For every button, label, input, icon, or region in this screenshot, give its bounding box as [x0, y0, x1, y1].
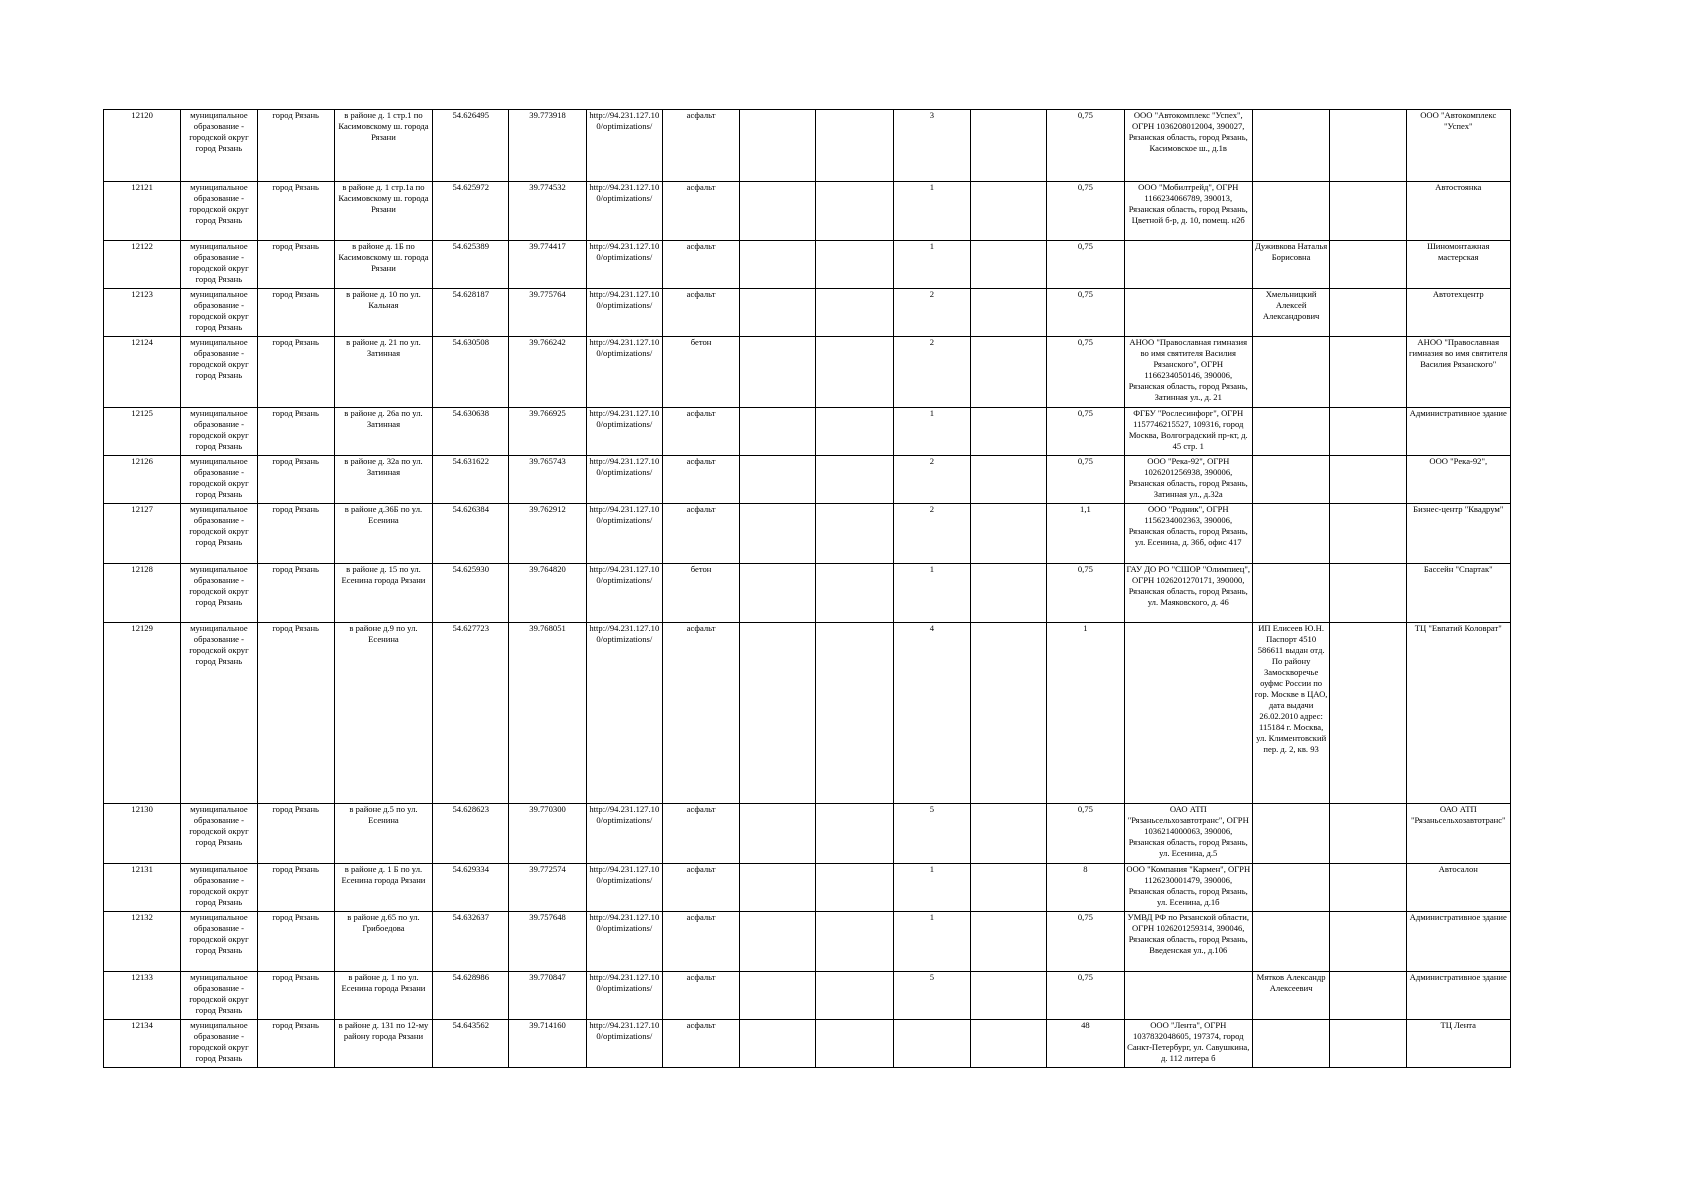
table-row [104, 408, 1511, 456]
cell-empty [740, 110, 816, 182]
cell-municipality: муниципальное образование - городской округ город Рязань [181, 289, 257, 337]
cell-owner-legal [1124, 241, 1252, 289]
cell-surface: асфальт [662, 804, 739, 864]
cell-owner-person [1252, 564, 1329, 623]
cell-container-volume: 0,75 [1047, 804, 1124, 864]
cell-latitude: 54.632637 [433, 912, 509, 972]
cell-container-count: 1 [893, 912, 970, 972]
cell-empty [740, 182, 816, 241]
cell-url: http://94.231.127.10 0/optimizations/ [586, 337, 662, 408]
cell-owner-person [1252, 864, 1329, 912]
cell-empty [1330, 1020, 1406, 1068]
cell-city: город Рязань [257, 564, 334, 623]
cell-url: http://94.231.127.10 0/optimizations/ [586, 110, 662, 182]
cell-surface: асфальт [662, 408, 739, 456]
cell-container-volume: 0,75 [1047, 912, 1124, 972]
cell-city: город Рязань [257, 1020, 334, 1068]
cell-municipality: муниципальное образование - городской округ город Рязань [181, 972, 257, 1020]
cell-empty [1330, 456, 1406, 504]
cell-container-count: 4 [893, 623, 970, 804]
cell-container-volume: 1 [1047, 623, 1124, 804]
cell-owner-person [1252, 456, 1329, 504]
cell-url: http://94.231.127.10 0/optimizations/ [586, 864, 662, 912]
table-row [104, 912, 1511, 972]
cell-owner-legal: АНОО "Православная гимназия во имя святителя Василия Рязанского", ОГРН 1166234050146, 390006, Рязанская область, город Рязань, Затинная ул., д. 21 [1124, 337, 1252, 408]
cell-waste-source: Автотехцентр [1406, 289, 1510, 337]
cell-empty [1330, 912, 1406, 972]
cell-municipality: муниципальное образование - городской округ город Рязань [181, 864, 257, 912]
cell-address: в районе д. 1 по ул. Есенина города Рязани [334, 972, 432, 1020]
cell-owner-legal [1124, 623, 1252, 804]
cell-container-volume: 0,75 [1047, 110, 1124, 182]
cell-url: http://94.231.127.10 0/optimizations/ [586, 564, 662, 623]
cell-id: 12129 [104, 623, 181, 804]
cell-city: город Рязань [257, 408, 334, 456]
cell-container-volume: 0,75 [1047, 289, 1124, 337]
cell-empty [740, 456, 816, 504]
cell-waste-source: ТЦ "Евпатий Коловрат" [1406, 623, 1510, 804]
cell-latitude: 54.625389 [433, 241, 509, 289]
cell-empty [816, 504, 893, 564]
cell-empty [971, 504, 1047, 564]
cell-owner-person [1252, 408, 1329, 456]
cell-empty [1330, 804, 1406, 864]
cell-url: http://94.231.127.10 0/optimizations/ [586, 504, 662, 564]
cell-owner-person [1252, 804, 1329, 864]
cell-waste-source: Автостоянка [1406, 182, 1510, 241]
cell-owner-person [1252, 337, 1329, 408]
cell-longitude: 39.714160 [509, 1020, 586, 1068]
cell-municipality: муниципальное образование - городской округ город Рязань [181, 1020, 257, 1068]
cell-empty [816, 1020, 893, 1068]
cell-waste-source: Бассейн "Спартак" [1406, 564, 1510, 623]
cell-empty [740, 864, 816, 912]
cell-municipality: муниципальное образование - городской округ город Рязань [181, 182, 257, 241]
cell-city: город Рязань [257, 972, 334, 1020]
cell-latitude: 54.630638 [433, 408, 509, 456]
cell-owner-legal: ООО "Автокомплекс "Успех", ОГРН 1036208012004, 390027, Рязанская область, город Рязань, Касимовское ш., д.1в [1124, 110, 1252, 182]
cell-url: http://94.231.127.10 0/optimizations/ [586, 182, 662, 241]
cell-municipality: муниципальное образование - городской округ город Рязань [181, 623, 257, 804]
cell-municipality: муниципальное образование - городской округ город Рязань [181, 110, 257, 182]
cell-latitude: 54.628623 [433, 804, 509, 864]
cell-address: в районе д.65 по ул. Грибоедова [334, 912, 432, 972]
cell-owner-legal: ООО "Река-92", ОГРН 1026201256938, 390006, Рязанская область, город Рязань, Затинная ул., д.32а [1124, 456, 1252, 504]
cell-empty [1330, 182, 1406, 241]
cell-container-count: 1 [893, 408, 970, 456]
cell-address: в районе д.9 по ул. Есенина [334, 623, 432, 804]
cell-container-count [893, 1020, 970, 1068]
cell-container-volume: 0,75 [1047, 337, 1124, 408]
cell-latitude: 54.625972 [433, 182, 509, 241]
cell-empty [816, 972, 893, 1020]
cell-container-volume: 8 [1047, 864, 1124, 912]
cell-empty [971, 337, 1047, 408]
cell-empty [1330, 289, 1406, 337]
cell-container-count: 2 [893, 289, 970, 337]
cell-waste-source: Административное здание [1406, 408, 1510, 456]
cell-empty [1330, 110, 1406, 182]
table-row [104, 804, 1511, 864]
registry-table [103, 109, 1511, 1068]
cell-latitude: 54.629334 [433, 864, 509, 912]
cell-longitude: 39.766925 [509, 408, 586, 456]
table-row [104, 864, 1511, 912]
cell-latitude: 54.626495 [433, 110, 509, 182]
cell-longitude: 39.770300 [509, 804, 586, 864]
cell-container-count: 1 [893, 182, 970, 241]
cell-empty [1330, 408, 1406, 456]
cell-empty [740, 912, 816, 972]
cell-empty [971, 623, 1047, 804]
cell-owner-person [1252, 110, 1329, 182]
cell-longitude: 39.775764 [509, 289, 586, 337]
cell-latitude: 54.630508 [433, 337, 509, 408]
cell-city: город Рязань [257, 912, 334, 972]
cell-container-count: 3 [893, 110, 970, 182]
cell-surface: асфальт [662, 623, 739, 804]
cell-container-count: 5 [893, 972, 970, 1020]
cell-empty [816, 623, 893, 804]
cell-id: 12123 [104, 289, 181, 337]
cell-url: http://94.231.127.10 0/optimizations/ [586, 1020, 662, 1068]
cell-waste-source: Административное здание [1406, 972, 1510, 1020]
cell-url: http://94.231.127.10 0/optimizations/ [586, 289, 662, 337]
cell-longitude: 39.772574 [509, 864, 586, 912]
cell-empty [816, 564, 893, 623]
cell-id: 12133 [104, 972, 181, 1020]
cell-surface: асфальт [662, 912, 739, 972]
cell-empty [971, 241, 1047, 289]
cell-waste-source: Административное здание [1406, 912, 1510, 972]
cell-address: в районе д. 10 по ул. Кальная [334, 289, 432, 337]
cell-city: город Рязань [257, 241, 334, 289]
cell-city: город Рязань [257, 804, 334, 864]
cell-id: 12122 [104, 241, 181, 289]
cell-owner-person [1252, 182, 1329, 241]
cell-address: в районе д. 32а по ул. Затинная [334, 456, 432, 504]
table-row [104, 564, 1511, 623]
cell-empty [816, 408, 893, 456]
cell-empty [816, 912, 893, 972]
cell-empty [1330, 504, 1406, 564]
cell-empty [816, 456, 893, 504]
cell-latitude: 54.627723 [433, 623, 509, 804]
table-row [104, 456, 1511, 504]
cell-id: 12131 [104, 864, 181, 912]
cell-surface: асфальт [662, 289, 739, 337]
cell-city: город Рязань [257, 504, 334, 564]
cell-latitude: 54.631622 [433, 456, 509, 504]
cell-longitude: 39.774532 [509, 182, 586, 241]
cell-id: 12128 [104, 564, 181, 623]
cell-surface: асфальт [662, 1020, 739, 1068]
cell-waste-source: ООО "Река-92", [1406, 456, 1510, 504]
cell-longitude: 39.757648 [509, 912, 586, 972]
cell-id: 12132 [104, 912, 181, 972]
cell-surface: асфальт [662, 456, 739, 504]
cell-id: 12124 [104, 337, 181, 408]
cell-empty [1330, 564, 1406, 623]
cell-municipality: муниципальное образование - городской округ город Рязань [181, 456, 257, 504]
table-row [104, 504, 1511, 564]
cell-empty [971, 289, 1047, 337]
cell-empty [971, 804, 1047, 864]
cell-owner-person: Дуживкова Наталья Борисовна [1252, 241, 1329, 289]
cell-owner-legal: ОАО АТП "Рязаньсельхозавтотранс", ОГРН 1036214000063, 390006, Рязанская область, город Рязань, ул. Есенина, д.5 [1124, 804, 1252, 864]
cell-empty [816, 182, 893, 241]
cell-city: город Рязань [257, 864, 334, 912]
cell-address: в районе д.5 по ул. Есенина [334, 804, 432, 864]
cell-container-count: 1 [893, 564, 970, 623]
cell-empty [971, 1020, 1047, 1068]
cell-owner-legal: ООО "Родник", ОГРН 1156234002363, 390006, Рязанская область, город Рязань, ул. Есенина, д. 36б, офис 417 [1124, 504, 1252, 564]
cell-empty [740, 564, 816, 623]
table-row [104, 289, 1511, 337]
cell-municipality: муниципальное образование - городской округ город Рязань [181, 564, 257, 623]
cell-empty [1330, 241, 1406, 289]
table-row [104, 972, 1511, 1020]
cell-container-count: 2 [893, 504, 970, 564]
cell-owner-legal: ООО "Компания "Кармен", ОГРН 1126230001479, 390006, Рязанская область, город Рязань, ул. Есенина, д.1б [1124, 864, 1252, 912]
cell-address: в районе д. 131 по 12-му району города Рязани [334, 1020, 432, 1068]
cell-surface: бетон [662, 564, 739, 623]
cell-city: город Рязань [257, 182, 334, 241]
cell-url: http://94.231.127.10 0/optimizations/ [586, 623, 662, 804]
cell-id: 12126 [104, 456, 181, 504]
cell-container-count: 1 [893, 864, 970, 912]
cell-container-volume: 0,75 [1047, 456, 1124, 504]
cell-surface: бетон [662, 337, 739, 408]
table-row [104, 110, 1511, 182]
cell-id: 12121 [104, 182, 181, 241]
cell-waste-source: АНОО "Православная гимназия во имя святителя Василия Рязанского" [1406, 337, 1510, 408]
cell-empty [816, 804, 893, 864]
cell-longitude: 39.765743 [509, 456, 586, 504]
table-row [104, 182, 1511, 241]
cell-address: в районе д. 1Б по Касимовскому ш. города Рязани [334, 241, 432, 289]
cell-longitude: 39.768051 [509, 623, 586, 804]
cell-address: в районе д. 26а по ул. Затинная [334, 408, 432, 456]
cell-id: 12127 [104, 504, 181, 564]
cell-address: в районе д. 15 по ул. Есенина города Рязани [334, 564, 432, 623]
cell-waste-source: Бизнес-центр "Квадрум" [1406, 504, 1510, 564]
cell-empty [971, 182, 1047, 241]
cell-owner-person: Хмельницкий Алексей Александрович [1252, 289, 1329, 337]
cell-empty [1330, 337, 1406, 408]
cell-id: 12130 [104, 804, 181, 864]
cell-municipality: муниципальное образование - городской округ город Рязань [181, 337, 257, 408]
cell-owner-legal: ФГБУ "Рослесинфорг", ОГРН 1157746215527, 109316, город Москва, Волгоградский пр-кт, д. 45 стр. 1 [1124, 408, 1252, 456]
cell-empty [740, 241, 816, 289]
cell-address: в районе д.36Б по ул. Есенина [334, 504, 432, 564]
cell-owner-legal: ООО "Лента", ОГРН 1037832048605, 197374, город Санкт-Петербург, ул. Савушкина, д. 112 литера б [1124, 1020, 1252, 1068]
cell-empty [740, 289, 816, 337]
cell-empty [1330, 864, 1406, 912]
cell-longitude: 39.766242 [509, 337, 586, 408]
cell-empty [816, 337, 893, 408]
cell-surface: асфальт [662, 864, 739, 912]
table-row [104, 623, 1511, 804]
cell-city: город Рязань [257, 289, 334, 337]
cell-surface: асфальт [662, 972, 739, 1020]
cell-waste-source: Шиномонтажная мастерская [1406, 241, 1510, 289]
cell-latitude: 54.625930 [433, 564, 509, 623]
cell-surface: асфальт [662, 182, 739, 241]
cell-city: город Рязань [257, 623, 334, 804]
cell-address: в районе д. 1 Б по ул. Есенина города Рязани [334, 864, 432, 912]
cell-empty [740, 1020, 816, 1068]
cell-empty [740, 504, 816, 564]
cell-owner-person [1252, 1020, 1329, 1068]
cell-container-volume: 0,75 [1047, 182, 1124, 241]
cell-owner-legal: ГАУ ДО РО "СШОР "Олимпиец", ОГРН 1026201270171, 390000, Рязанская область, город Рязань, ул. Маяковского, д. 46 [1124, 564, 1252, 623]
cell-empty [740, 804, 816, 864]
cell-container-volume: 0,75 [1047, 564, 1124, 623]
cell-empty [971, 564, 1047, 623]
cell-owner-legal [1124, 289, 1252, 337]
cell-url: http://94.231.127.10 0/optimizations/ [586, 804, 662, 864]
cell-id: 12120 [104, 110, 181, 182]
cell-empty [740, 623, 816, 804]
cell-empty [971, 456, 1047, 504]
cell-surface: асфальт [662, 110, 739, 182]
cell-url: http://94.231.127.10 0/optimizations/ [586, 241, 662, 289]
cell-container-volume: 0,75 [1047, 408, 1124, 456]
cell-municipality: муниципальное образование - городской округ город Рязань [181, 241, 257, 289]
cell-city: город Рязань [257, 110, 334, 182]
cell-latitude: 54.628986 [433, 972, 509, 1020]
table-row [104, 1020, 1511, 1068]
cell-owner-person: Мятков Александр Алексеевич [1252, 972, 1329, 1020]
cell-owner-legal [1124, 972, 1252, 1020]
cell-empty [816, 864, 893, 912]
cell-empty [816, 110, 893, 182]
cell-longitude: 39.774417 [509, 241, 586, 289]
cell-url: http://94.231.127.10 0/optimizations/ [586, 456, 662, 504]
cell-id: 12125 [104, 408, 181, 456]
cell-empty [971, 972, 1047, 1020]
cell-empty [1330, 972, 1406, 1020]
cell-container-volume: 0,75 [1047, 241, 1124, 289]
cell-longitude: 39.764820 [509, 564, 586, 623]
table-row [104, 241, 1511, 289]
cell-city: город Рязань [257, 456, 334, 504]
cell-empty [971, 864, 1047, 912]
cell-latitude: 54.626384 [433, 504, 509, 564]
cell-surface: асфальт [662, 504, 739, 564]
cell-empty [740, 408, 816, 456]
cell-empty [816, 289, 893, 337]
cell-id: 12134 [104, 1020, 181, 1068]
cell-municipality: муниципальное образование - городской округ город Рязань [181, 408, 257, 456]
cell-longitude: 39.773918 [509, 110, 586, 182]
cell-waste-source: Автосалон [1406, 864, 1510, 912]
cell-empty [740, 337, 816, 408]
cell-owner-person [1252, 912, 1329, 972]
table-row [104, 337, 1511, 408]
cell-owner-legal: УМВД РФ по Рязанской области, ОГРН 1026201259314, 390046, Рязанская область, город Рязань, Введенская ул., д.106 [1124, 912, 1252, 972]
cell-latitude: 54.628187 [433, 289, 509, 337]
cell-empty [971, 912, 1047, 972]
cell-container-count: 1 [893, 241, 970, 289]
cell-waste-source: ОАО АТП "Рязаньсельхозавтотранс" [1406, 804, 1510, 864]
cell-city: город Рязань [257, 337, 334, 408]
cell-owner-person: ИП Елисеев Ю.Н. Паспорт 4510 586611 выдан отд. По району Замоскворечье оуфмс России по гор. Москве в ЦАО, дата выдачи 26.02.2010 адрес: 115184 г. Москва, ул. Климентовский пер. д. 2, кв. 93 [1252, 623, 1329, 804]
cell-longitude: 39.770847 [509, 972, 586, 1020]
cell-address: в районе д. 1 стр.1а по Касимовскому ш. города Рязани [334, 182, 432, 241]
cell-owner-legal: ООО "Мобилтрейд", ОГРН 1166234066789, 390013, Рязанская область, город Рязань, Цветной б-р, д. 10, помещ. н2б [1124, 182, 1252, 241]
cell-empty [816, 241, 893, 289]
cell-municipality: муниципальное образование - городской округ город Рязань [181, 804, 257, 864]
cell-municipality: муниципальное образование - городской округ город Рязань [181, 504, 257, 564]
cell-container-volume: 0,75 [1047, 972, 1124, 1020]
cell-surface: асфальт [662, 241, 739, 289]
cell-longitude: 39.762912 [509, 504, 586, 564]
cell-latitude: 54.643562 [433, 1020, 509, 1068]
cell-waste-source: ТЦ Лента [1406, 1020, 1510, 1068]
cell-container-volume: 48 [1047, 1020, 1124, 1068]
cell-url: http://94.231.127.10 0/optimizations/ [586, 912, 662, 972]
cell-address: в районе д. 1 стр.1 по Касимовскому ш. города Рязани [334, 110, 432, 182]
cell-container-count: 2 [893, 456, 970, 504]
cell-container-volume: 1,1 [1047, 504, 1124, 564]
cell-municipality: муниципальное образование - городской округ город Рязань [181, 912, 257, 972]
cell-address: в районе д. 21 по ул. Затинная [334, 337, 432, 408]
cell-container-count: 2 [893, 337, 970, 408]
cell-empty [740, 972, 816, 1020]
cell-waste-source: ООО "Автокомплекс "Успех" [1406, 110, 1510, 182]
cell-url: http://94.231.127.10 0/optimizations/ [586, 972, 662, 1020]
cell-empty [971, 408, 1047, 456]
cell-url: http://94.231.127.10 0/optimizations/ [586, 408, 662, 456]
cell-empty [1330, 623, 1406, 804]
cell-owner-person [1252, 504, 1329, 564]
registry-table-body [104, 110, 1511, 1068]
cell-container-count: 5 [893, 804, 970, 864]
cell-empty [971, 110, 1047, 182]
